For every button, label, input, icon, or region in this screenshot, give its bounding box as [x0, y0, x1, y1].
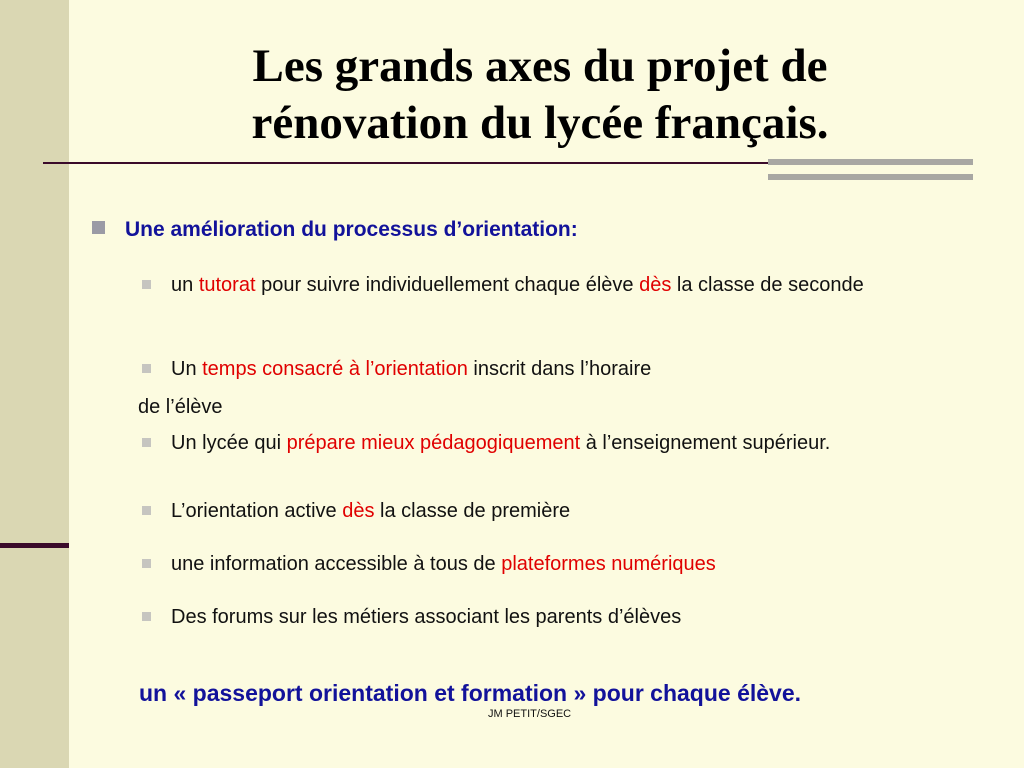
slide-title — [120, 38, 960, 152]
square-bullet-icon — [142, 280, 151, 289]
continuation-text: de l’élève — [138, 396, 223, 418]
item-text: un — [171, 274, 199, 296]
title-divider — [43, 162, 770, 164]
decorative-bar-bottom — [768, 174, 973, 180]
item-text: à l’enseignement supérieur. — [580, 432, 831, 454]
main-bullet-item — [92, 218, 578, 242]
square-bullet-icon — [92, 221, 105, 234]
sub-bullet-item — [142, 427, 962, 459]
square-bullet-icon — [142, 506, 151, 515]
decorative-bar-top — [768, 159, 973, 165]
square-bullet-icon — [142, 438, 151, 447]
sub-bullet-item — [142, 353, 962, 385]
sub-bullet-item — [142, 269, 962, 301]
side-band — [0, 0, 69, 768]
item-highlight: tutorat — [198, 274, 256, 296]
item-text: inscrit dans l’horaire — [467, 358, 652, 380]
item-highlight: temps consacré à l’orientation — [202, 358, 468, 380]
square-bullet-icon — [142, 364, 151, 373]
item-highlight: dès — [342, 500, 375, 522]
item-highlight: plateformes numériques — [501, 553, 716, 575]
item-text: une information accessible à tous de — [171, 553, 502, 575]
sub-bullet-item — [142, 495, 962, 527]
item-highlight: prépare mieux pédagogiquement — [286, 432, 581, 454]
item-text: Un lycée qui — [171, 432, 287, 454]
square-bullet-icon — [142, 612, 151, 621]
item-text: Des forums sur les métiers associant les parents d’élèves — [171, 606, 682, 628]
item-text: Un — [171, 358, 203, 380]
item-text: pour suivre individuellement chaque élève — [255, 274, 640, 296]
sub-bullet-item — [142, 601, 962, 633]
item-text: la classe de seconde — [671, 274, 864, 296]
main-bullet-text: Une amélioration du processus d’orientation: — [125, 218, 578, 241]
item-text: la classe de première — [374, 500, 571, 522]
square-bullet-icon — [142, 559, 151, 568]
item-highlight: dès — [639, 274, 672, 296]
sub-bullet-item — [142, 548, 962, 580]
footer-credit: JM PETIT/SGEC — [488, 708, 572, 720]
item-text: L’orientation active — [171, 500, 343, 522]
title-line-2: rénovation du lycée français. — [251, 97, 829, 149]
title-line-1: Les grands axes du projet de — [252, 40, 828, 92]
side-stroke-divider — [0, 543, 69, 548]
conclusion-text: un « passeport orientation et formation » pour chaque élève. — [139, 680, 802, 706]
